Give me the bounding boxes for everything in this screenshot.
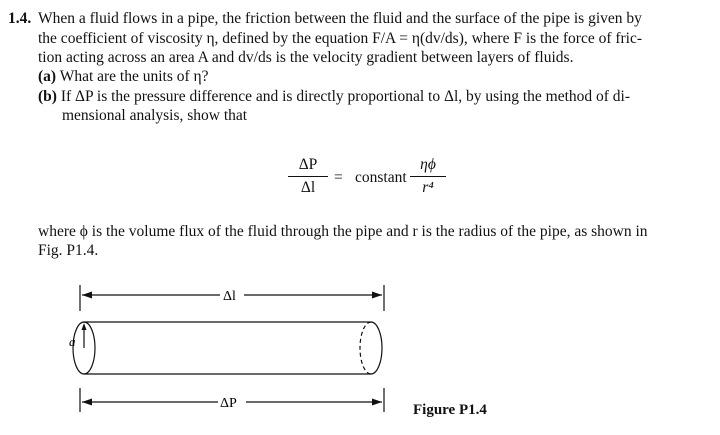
part-a-label: (a) xyxy=(38,68,57,85)
radius-arrowhead-icon xyxy=(82,323,87,330)
equation-constant: constant xyxy=(355,169,407,186)
pipe-right-end-hidden xyxy=(360,322,371,374)
figure-caption: Figure P1.4 xyxy=(413,402,487,418)
part-b-text-1: If ΔP is the pressure difference and is directly proportional to Δl, by using the method of di- xyxy=(60,88,631,105)
equation-rhs-numerator: ηϕ xyxy=(410,154,446,177)
equation-lhs-denominator: Δl xyxy=(300,179,316,196)
intro-line-1: When a fluid flows in a pipe, the friction between the fluid and the surface of the pipe is given by xyxy=(38,10,642,27)
arrowhead-left-icon xyxy=(82,292,92,299)
arrowhead-right-icon xyxy=(372,292,382,299)
where-line-1: where ϕ is the volume flux of the fluid through the pipe and r is the radius of the pipe, as shown in xyxy=(38,223,648,240)
where-line-2: Fig. P1.4. xyxy=(38,242,99,259)
intro-line-3: tion acting across an area A and dv/ds is the velocity gradient between layers of fluids. xyxy=(38,49,574,66)
equation-lhs-numerator: ΔP xyxy=(288,154,328,177)
equation-rhs-denominator: r⁴ xyxy=(422,179,434,196)
equation-equals: = xyxy=(334,169,343,186)
radius-label: a xyxy=(69,334,76,349)
arrowhead-left-bottom-icon xyxy=(82,399,92,406)
arrowhead-right-bottom-icon xyxy=(372,399,382,406)
part-b-label: (b) xyxy=(38,88,57,105)
intro-line-2: the coefficient of viscosity η, defined by the equation F/A = η(dv/ds), where F is the force of fric- xyxy=(38,30,643,47)
length-label: Δl xyxy=(223,289,236,304)
pipe-right-end-visible xyxy=(371,322,382,374)
part-b-line-2: mensional analysis, show that xyxy=(62,107,248,124)
part-a-text: What are the units of η? xyxy=(59,68,209,85)
pressure-label: ΔP xyxy=(220,396,237,411)
